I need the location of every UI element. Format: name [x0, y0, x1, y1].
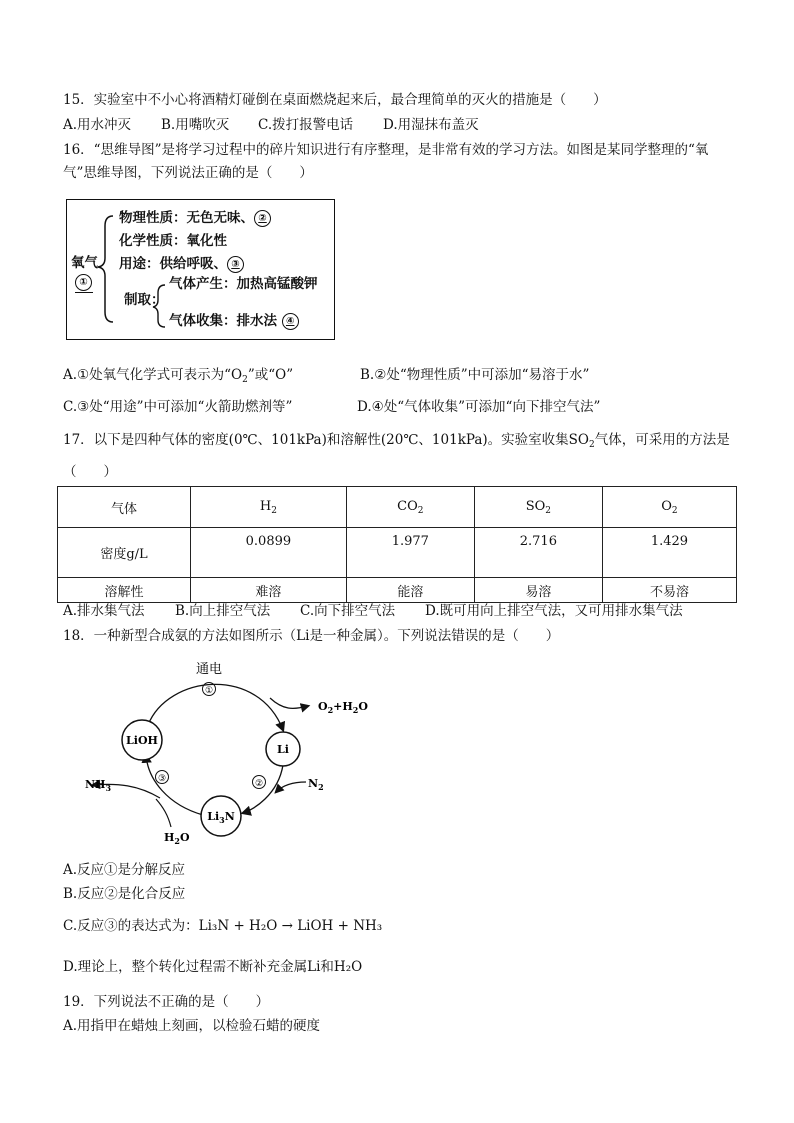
row-header-solubility: 溶解性 — [58, 578, 191, 603]
q17-stem-line2: （ ） — [63, 464, 117, 480]
line-h2o-in — [156, 799, 171, 827]
q18-equation: Li₃N + H₂O → LiOH + NH₃ — [198, 918, 383, 934]
arc-step3 — [146, 755, 203, 815]
label-li3n: $Li_3N$ — [207, 810, 235, 825]
label-o2-h2o: $O_2+H_2O$ — [318, 700, 368, 715]
q17-option-d: D.既可用向上排空气法，又可用排水集气法 — [425, 603, 683, 619]
gas-h2: $H_2$ — [191, 487, 347, 528]
q16-option-a: A.①处氧气化学式可表示为“$O_2$”或“O” — [63, 367, 294, 385]
q16-option-d: D.④处“气体收集”可添加“向下排空气法” — [357, 399, 601, 415]
oxygen-mind-map — [66, 199, 335, 340]
q16-option-b: B.②处“物理性质”中可添加“易溶于水” — [360, 367, 590, 383]
q18-option-a: A.反应①是分解反应 — [63, 862, 186, 878]
q15-option-d: D.用湿抹布盖灭 — [383, 117, 479, 133]
q15-option-b: B.用嘴吹灭 — [161, 117, 230, 133]
q18-option-b: B.反应②是化合反应 — [63, 886, 186, 902]
step-2-number: ② — [254, 779, 264, 789]
solubility-co2: 能溶 — [346, 578, 474, 603]
main-brace — [98, 216, 113, 322]
label-lioh: LiOH — [126, 734, 158, 747]
q18-option-d: D.理论上，整个转化过程需不断补充金属Li和H₂O — [63, 959, 363, 975]
mind-map-use: 用途：供给呼吸、 ③ — [119, 256, 244, 273]
mind-map-physical: 物理性质：无色无味、 ② — [119, 210, 271, 227]
arc-step2 — [243, 765, 283, 813]
q16-stem-line2: 气”思维导图，下列说法正确的是（ ） — [63, 165, 313, 181]
q17-option-c: C.向下排空气法 — [300, 603, 396, 619]
q17-stem: 17．以下是四种气体的密度(0℃、101kPa)和溶解性(20℃、101kPa)。实验室收集$SO_2$气体，可采用的方法是 — [63, 432, 730, 450]
q15-option-a: A.用水冲灭 — [63, 117, 132, 133]
step-1-number: ① — [204, 686, 214, 696]
density-h2: 0.0899 — [191, 528, 347, 578]
mind-map-chemical: 化学性质：氧化性 — [119, 233, 227, 249]
table-row-solubility — [58, 578, 737, 603]
row-header-gas: 气体 — [58, 487, 191, 528]
arrow-n2 — [276, 782, 306, 792]
q18-option-c: C.反应③的表达式为：Li₃N + H₂O → LiOH + NH₃ — [63, 918, 383, 934]
marker-1: ① — [75, 274, 92, 291]
density-so2: 2.716 — [474, 528, 602, 578]
mind-map-gas-produce: 气体产生：加热高锰酸钾 — [169, 276, 318, 292]
mind-map-gas-collect: 气体收集：排水法 ④ — [169, 313, 299, 330]
q15-stem: 15．实验室中不小心将酒精灯碰倒在桌面燃烧起来后，最合理简单的灭火的措施是（ ） — [63, 92, 607, 108]
solubility-o2: 不易溶 — [602, 578, 736, 603]
marker-2: ② — [254, 210, 271, 227]
density-co2: 1.977 — [346, 528, 474, 578]
table-row-density — [58, 528, 737, 578]
label-electrolysis: 通电 — [196, 662, 223, 677]
solubility-h2: 难溶 — [191, 578, 347, 603]
marker-3: ③ — [227, 256, 244, 273]
q15-option-c: C.拨打报警电话 — [258, 117, 354, 133]
q17-option-b: B.向上排空气法 — [175, 603, 271, 619]
marker-4: ④ — [282, 313, 299, 330]
marker-1-underline — [75, 292, 93, 293]
mind-map-prep: 制取： — [124, 292, 165, 308]
q19-stem: 19．下列说法不正确的是（ ） — [63, 994, 270, 1010]
gas-property-table — [57, 486, 737, 603]
q17-option-a: A.排水集气法 — [63, 603, 145, 619]
arrow-o2-h2o — [270, 698, 308, 708]
row-header-density: 密度g/L — [58, 528, 191, 578]
gas-co2: $CO_2$ — [346, 487, 474, 528]
label-h2o: $H_2O$ — [164, 831, 190, 846]
q18-stem: 18．一种新型合成氨的方法如图所示（Li是一种金属）。下列说法错误的是（ ） — [63, 628, 560, 644]
q16-option-c: C.③处“用途”中可添加“火箭助燃剂等” — [63, 399, 293, 415]
ammonia-synthesis-cycle — [78, 655, 378, 851]
label-nh3: $NH_3$ — [85, 778, 112, 793]
solubility-so2: 易溶 — [474, 578, 602, 603]
mind-map-root: 氧气 — [71, 255, 98, 271]
gas-o2: $O_2$ — [602, 487, 736, 528]
density-o2: 1.429 — [602, 528, 736, 578]
q19-option-a: A.用指甲在蜡烛上刻画，以检验石蜡的硬度 — [63, 1018, 321, 1034]
step-3-number: ③ — [157, 774, 167, 784]
q16-stem-line1: 16．“思维导图”是将学习过程中的碎片知识进行有序整理，是非常有效的学习方法。如图是某同学整理的“氧 — [63, 142, 709, 158]
label-n2: $N_2$ — [308, 777, 324, 792]
table-row-gas — [58, 487, 737, 528]
label-li: Li — [277, 743, 289, 756]
gas-so2: $SO_2$ — [474, 487, 602, 528]
